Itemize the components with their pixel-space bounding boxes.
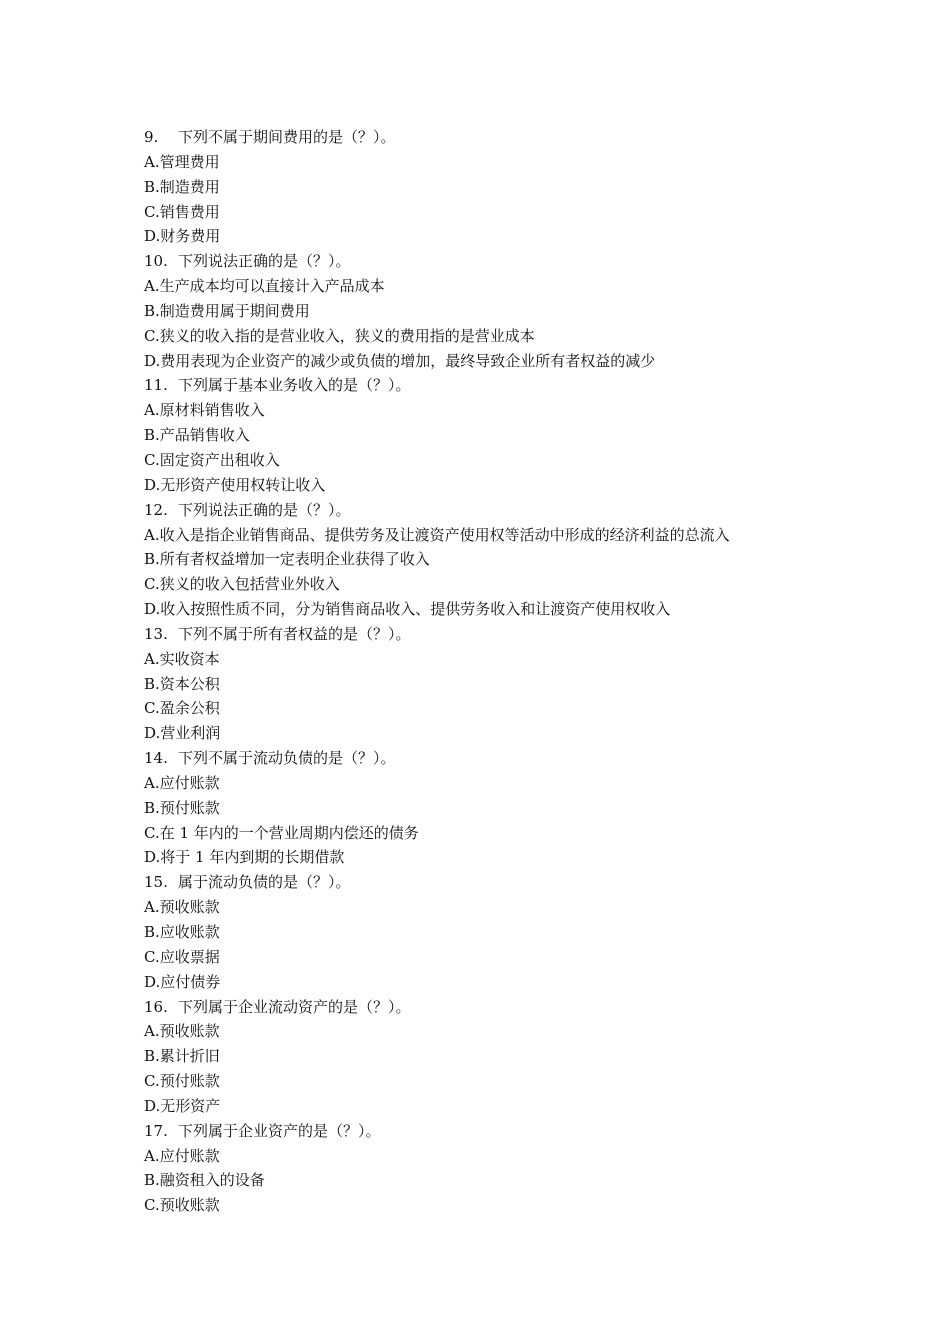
option-15-d: D.应付债券 [144, 972, 221, 991]
option-11-d: D.无形资产使用权转让收入 [144, 475, 326, 494]
question-11 [144, 373, 904, 398]
option-14-b: B.预付账款 [144, 798, 220, 817]
option-12-b: B.所有者权益增加一定表明企业获得了收入 [144, 550, 430, 569]
option-9-b: B.制造费用 [144, 177, 220, 196]
option-12-d: D.收入按照性质不同，分为销售商品收入、提供劳务收入和让渡资产使用权收入 [144, 600, 671, 619]
question-15 [144, 870, 904, 895]
question-number: 12. [144, 500, 168, 519]
question-text: 下列不属于所有者权益的是（？）。 [178, 624, 411, 643]
option-14-d: D.将于 1 年内到期的长期借款 [144, 848, 345, 867]
option-12-a: A.收入是指企业销售商品、提供劳务及让渡资产使用权等活动中形成的经济利益的总流入 [144, 525, 730, 544]
question-text: 下列不属于流动负债的是（？）。 [178, 749, 396, 768]
option-12-c: C.狭义的收入包括营业外收入 [144, 575, 340, 594]
option-13-d: D.营业利润 [144, 724, 221, 743]
option-17-c: C.预收账款 [144, 1196, 220, 1215]
option-10-d: D.费用表现为企业资产的减少或负债的增加，最终导致企业所有者权益的减少 [144, 351, 656, 370]
option-9-a: A.管理费用 [144, 152, 220, 171]
question-number: 11. [144, 376, 168, 395]
option-17-a: A.应付账款 [144, 1146, 220, 1165]
question-number: 15. [144, 873, 168, 892]
option-14-a: A.应付账款 [144, 773, 220, 792]
option-13-c: C.盈余公积 [144, 699, 220, 718]
question-9 [144, 125, 904, 150]
option-11-a: A.原材料销售收入 [144, 401, 265, 420]
question-17 [144, 1119, 904, 1144]
option-15-b: B.应收账款 [144, 923, 220, 941]
question-number: 16. [144, 997, 168, 1016]
question-10 [144, 249, 904, 274]
option-10-b: B.制造费用属于期间费用 [144, 301, 310, 320]
option-16-a: A.预收账款 [144, 1022, 220, 1041]
question-text: 下列不属于期间费用的是（？）。 [178, 128, 396, 146]
option-13-b: B.资本公积 [144, 674, 220, 693]
question-number: 9. [144, 128, 159, 146]
question-text: 属于流动负债的是（？）。 [178, 873, 351, 892]
question-14 [144, 746, 904, 771]
option-10-c: C.狭义的收入指的是营业收入，狭义的费用指的是营业成本 [144, 326, 535, 345]
document-page [144, 125, 904, 1218]
option-17-b: B.融资租入的设备 [144, 1171, 265, 1190]
question-12 [144, 498, 904, 523]
question-number: 17. [144, 1121, 168, 1140]
question-13 [144, 622, 904, 647]
option-16-b: B.累计折旧 [144, 1047, 220, 1066]
option-14-c: C.在 1 年内的一个营业周期内偿还的债务 [144, 823, 419, 842]
option-16-d: D.无形资产 [144, 1096, 221, 1115]
question-text: 下列属于基本业务收入的是（？）。 [178, 376, 411, 395]
option-9-d: D.财务费用 [144, 227, 221, 246]
option-13-a: A.实收资本 [144, 649, 220, 668]
option-15-c: C.应收票据 [144, 947, 220, 966]
question-16 [144, 995, 904, 1020]
question-number: 13. [144, 624, 168, 643]
question-text: 下列属于企业流动资产的是（？）。 [178, 997, 411, 1016]
option-11-c: C.固定资产出租收入 [144, 450, 280, 469]
option-16-c: C.预付账款 [144, 1072, 220, 1091]
question-number: 10. [144, 252, 168, 271]
question-text: 下列说法正确的是（？）。 [178, 252, 351, 271]
question-text: 下列属于企业资产的是（？）。 [178, 1121, 381, 1140]
option-10-a: A.生产成本均可以直接计入产品成本 [144, 277, 385, 296]
question-text: 下列说法正确的是（？）。 [178, 500, 351, 519]
option-11-b: B.产品销售收入 [144, 426, 250, 445]
option-15-a: A.预收账款 [144, 898, 220, 917]
option-9-c: C.销售费用 [144, 202, 220, 221]
question-number: 14. [144, 749, 168, 768]
